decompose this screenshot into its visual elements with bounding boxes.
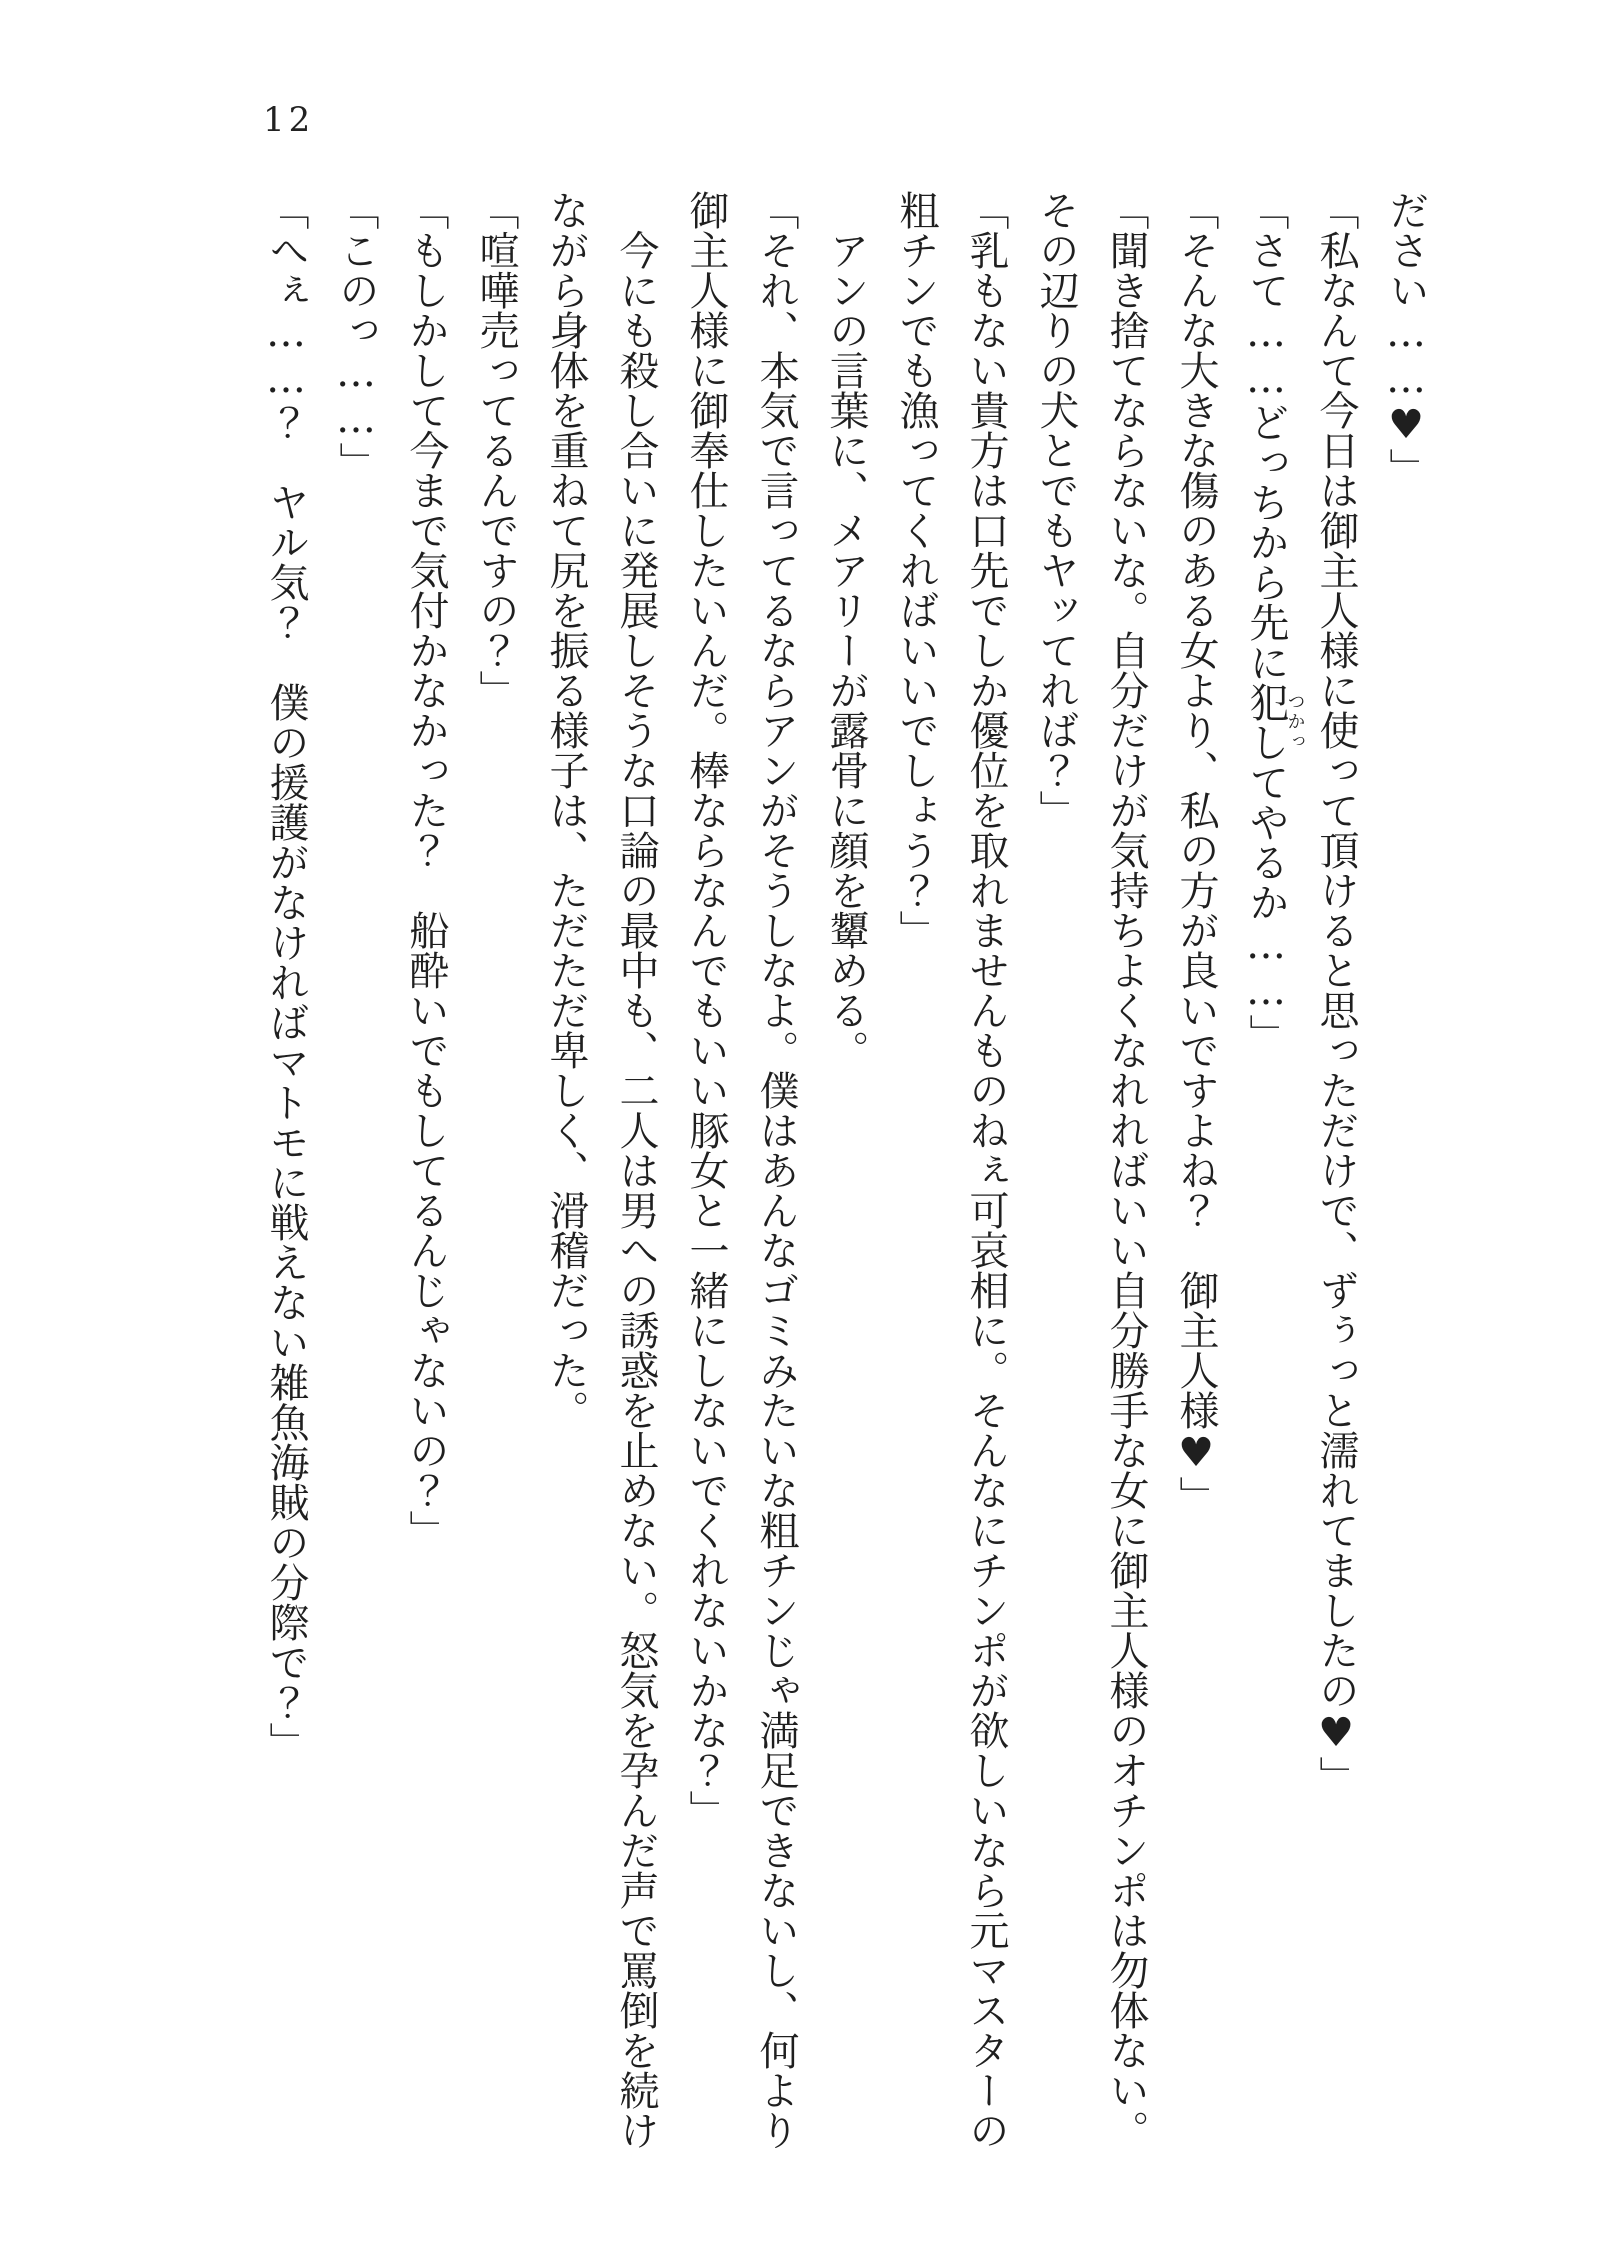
fullwidth-space — [285, 442, 287, 482]
text-column-11: 御主人様に御奉仕したいんだ。棒ならなんでもいい豚女と一緒にしないでくれないかな？」 — [683, 190, 729, 1830]
fullwidth-space — [285, 642, 287, 682]
text-column-12: 今にも殺し合いに発展しそうな口論の最中も、二人は男への誘惑を止めない。怒気を孕んだ声で罵倒を続け — [613, 230, 659, 2150]
text-column-8: 粗チンでも漁ってくればいいでしょう？」 — [893, 190, 939, 950]
text-column-17: 「へぇ……？ヤル気？僕の援護がなければマトモに戦えない雑魚海賊の分際で？」 — [263, 190, 309, 1762]
text-column-5: 「聞き捨てならないな。自分だけが気持ちよくなれればいい自分勝手な女に御主人様のオチンポは勿体ない。 — [1103, 190, 1149, 2150]
furigana: つかっ — [1284, 682, 1306, 762]
text-column-10: 「それ、本気で言ってるならアンがそうしなよ。僕はあんなゴミみたいな粗チンじゃ満足できないし、何より — [753, 190, 799, 2150]
ruby-word: 犯しつかっ — [1243, 682, 1306, 762]
fullwidth-space — [1195, 1230, 1197, 1270]
page-number: 12 — [263, 100, 315, 140]
text-column-1: ださい……♥」 — [1383, 190, 1429, 488]
text-column-7: 「乳もない貴方は口先でしか優位を取れませんものねぇ可哀相に。そんなにチンポが欲しいなら元マスターの — [963, 190, 1009, 2150]
text-column-15: 「もしかして今まで気付かなかった？船酔いでもしてるんじゃないの？」 — [403, 190, 449, 1550]
text-column-13: ながら身体を重ねて尻を振る様子は、ただただ卑しく、滑稽だった。 — [543, 190, 589, 1430]
text-column-4: 「そんな大きな傷のある女より、私の方が良いですよね？御主人様♥」 — [1173, 190, 1219, 1516]
text-column-16: 「このっ……」 — [333, 190, 379, 482]
text-column-2: 「私なんて今日は御主人様に使って頂けると思っただけで、ずぅっと濡れてましたの♥」 — [1313, 190, 1359, 1796]
text-column-14: 「喧嘩売ってるんですの？」 — [473, 190, 519, 710]
text-column-9: アンの言葉に、メアリーが露骨に顔を顰める。 — [823, 230, 869, 1070]
text-column-6: その辺りの犬とでもヤッてれば？」 — [1033, 190, 1079, 830]
fullwidth-space — [425, 870, 427, 910]
text-column-3: 「さて……どっちから先に犯しつかってやるか……」 — [1243, 190, 1306, 1054]
